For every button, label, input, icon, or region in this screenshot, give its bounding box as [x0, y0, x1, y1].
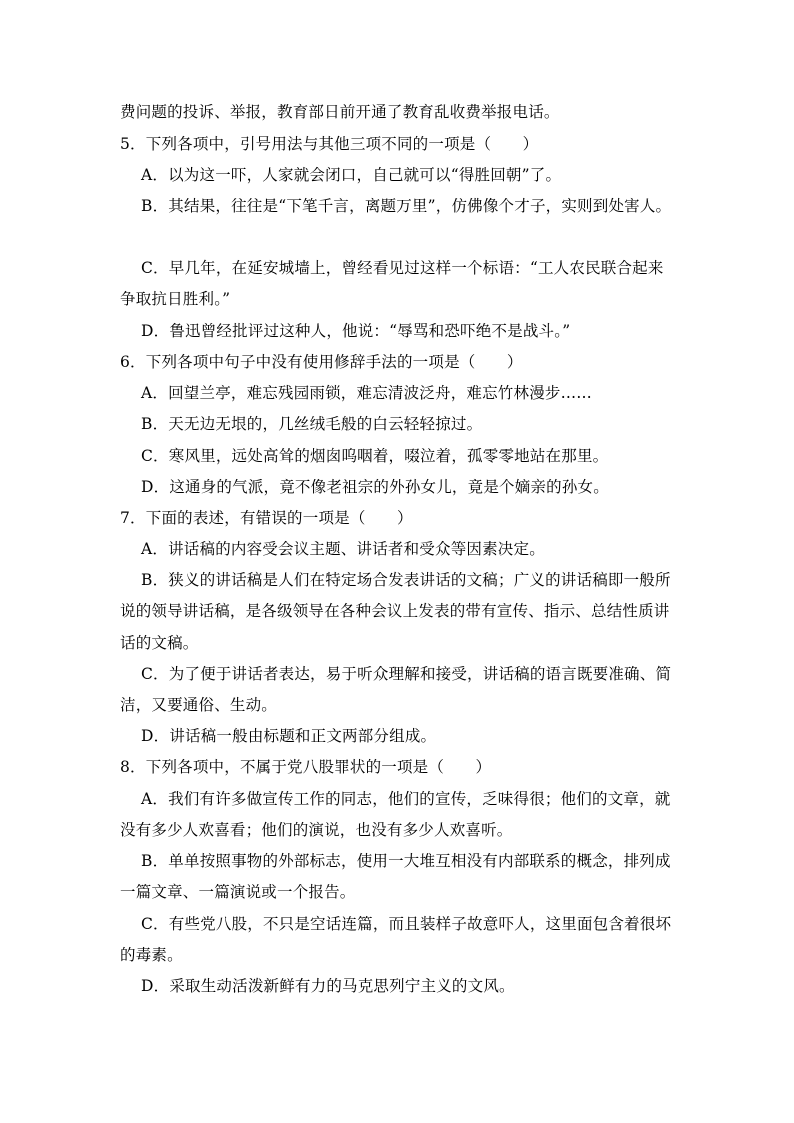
question-6-option-a: A．回望兰亭，难忘残园雨锁，难忘清波泛舟，难忘竹林漫步……	[141, 384, 592, 402]
text-line-continuation: 费问题的投诉、举报，教育部日前开通了教育乱收费举报电话。	[120, 103, 560, 121]
question-7-stem: 7．下面的表述，有错误的一项是（ ）	[120, 509, 413, 527]
question-8-stem: 8．下列各项中，不属于党八股罪状的一项是（ ）	[120, 758, 492, 776]
question-5-option-c-line-2: 争取抗日胜利。”	[120, 290, 231, 308]
question-8-option-a-line-2: 没有多少人欢喜看；他们的演说，也没有多少人欢喜听。	[120, 821, 513, 839]
question-8-option-c-line-2: 的毒素。	[120, 946, 183, 964]
question-7-option-b-line-1: B．狭义的讲话稿是人们在特定场合发表讲话的文稿；广义的讲话稿即一般所	[141, 571, 671, 589]
question-5-stem: 5．下列各项中，引号用法与其他三项不同的一项是（ ）	[120, 135, 539, 153]
question-6-option-d: D．这通身的气派，竟不像老祖宗的外孙女儿，竟是个嫡亲的孙女。	[141, 478, 609, 496]
question-6-option-b: B．天无边无垠的，几丝绒毛般的白云轻轻掠过。	[141, 415, 483, 433]
question-6-stem: 6．下列各项中句子中没有使用修辞手法的一项是（ ）	[120, 353, 523, 371]
question-5-option-b: B．其结果，往往是“下笔千言，离题万里”，仿佛像个才子，实则到处害人。	[141, 197, 672, 215]
question-5-option-d: D．鲁迅曾经批评过这种人，他说：“辱骂和恐吓绝不是战斗。”	[141, 322, 571, 340]
question-8-option-d: D．采取生动活泼新鲜有力的马克思列宁主义的文风。	[141, 977, 515, 995]
question-5-option-a: A．以为这一吓，人家就会闭口，自己就可以“得胜回朝”了。	[141, 166, 562, 184]
question-8-option-a-line-1: A．我们有许多做宣传工作的同志，他们的宣传，乏味得很；他们的文章，就	[141, 790, 671, 808]
question-7-option-b-line-2: 说的领导讲话稿，是各级领导在各种会议上发表的带有宣传、指示、总结性质讲	[120, 602, 670, 620]
question-8-option-b-line-1: B．单单按照事物的外部标志，使用一大堆互相没有内部联系的概念，排列成	[141, 852, 671, 870]
question-7-option-a: A．讲话稿的内容受会议主题、讲话者和受众等因素决定。	[141, 540, 545, 558]
question-7-option-d: D．讲话稿一般由标题和正文两部分组成。	[141, 727, 437, 745]
question-7-option-c-line-2: 洁，又要通俗、生动。	[120, 696, 278, 714]
question-7-option-c-line-1: C．为了便于讲话者表达，易于听众理解和接受，讲话稿的语言既要准确、简	[141, 665, 672, 683]
question-6-option-c: C．寒风里，远处高耸的烟囱呜咽着，啜泣着，孤零零地站在那里。	[141, 447, 609, 465]
question-8-option-c-line-1: C．有些党八股，不只是空话连篇，而且装样子故意吓人，这里面包含着很坏	[141, 915, 672, 933]
question-8-option-b-line-2: 一篇文章、一篇演说或一个报告。	[120, 883, 356, 901]
question-7-option-b-line-3: 话的文稿。	[120, 634, 199, 652]
question-5-option-c-line-1: C．早几年，在延安城墙上，曾经看见过这样一个标语：“工人农民联合起来	[141, 259, 664, 277]
